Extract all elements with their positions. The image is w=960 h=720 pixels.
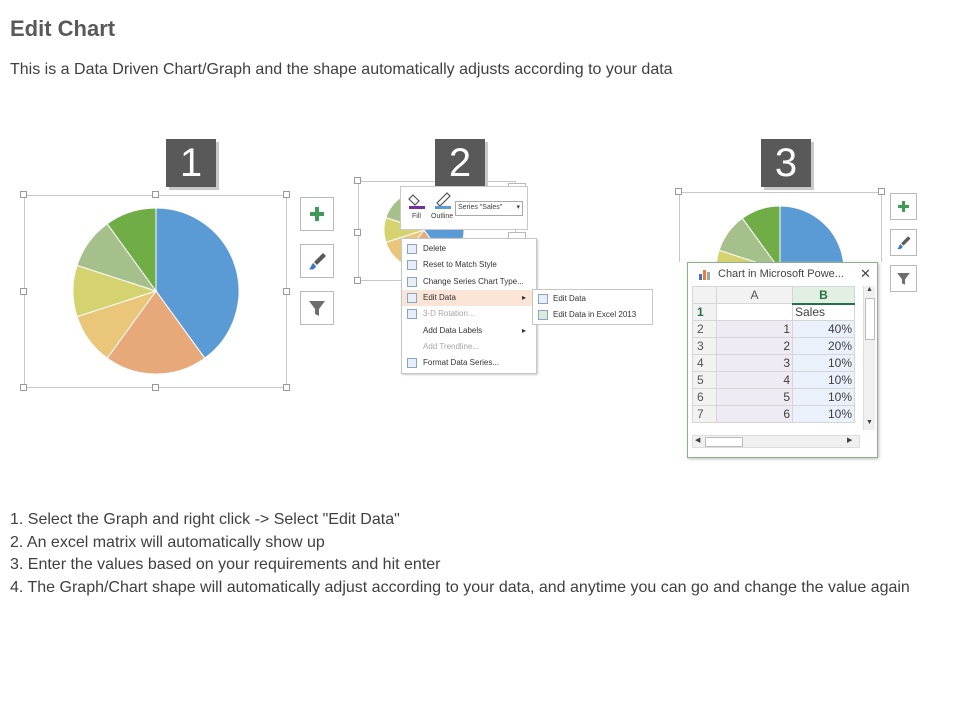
scroll-up-icon[interactable]: ▲ — [866, 286, 873, 293]
chart-type-icon — [407, 277, 417, 287]
excel-row — [693, 338, 855, 355]
mini-toolbar — [400, 186, 528, 230]
chevron-right-icon: ▸ — [521, 325, 526, 335]
horizontal-scrollbar[interactable] — [692, 435, 860, 448]
edit-data-icon — [407, 293, 417, 303]
excel-title-bar — [688, 263, 875, 285]
context-menu — [401, 238, 537, 374]
selection-handle[interactable] — [152, 191, 159, 198]
selection-handle[interactable] — [20, 384, 27, 391]
instruction-step-1: 1. Select the Graph and right click -> Select "Edit Data" — [10, 511, 400, 528]
scroll-thumb[interactable] — [705, 437, 743, 447]
row-header[interactable]: 3 — [693, 338, 717, 355]
cell-b[interactable]: 10% — [793, 389, 855, 406]
cell-a[interactable]: 5 — [717, 389, 793, 406]
instruction-step-4: 4. The Graph/Chart shape will automatically adjust according to your data, and anytime you can go and change the value again — [10, 578, 910, 596]
cell-b[interactable]: 10% — [793, 355, 855, 372]
scroll-down-icon[interactable]: ▼ — [866, 419, 873, 426]
cell-b[interactable]: 10% — [793, 406, 855, 423]
delete-icon — [407, 244, 417, 254]
step1-pie-chart[interactable] — [60, 200, 260, 380]
selection-handle[interactable] — [878, 188, 885, 195]
plus-icon — [301, 198, 333, 230]
format-icon — [407, 358, 417, 368]
edit-data-submenu — [532, 289, 653, 325]
menu-item[interactable] — [402, 274, 534, 290]
fill-icon[interactable] — [407, 191, 429, 209]
selection-handle[interactable] — [283, 288, 290, 295]
step-badge-3: 3 — [761, 139, 811, 187]
step-badge-1: 1 — [166, 139, 216, 187]
selection-handle[interactable] — [152, 384, 159, 391]
menu-item-label: Add Trendline... — [423, 341, 480, 351]
cell-a[interactable]: 4 — [717, 372, 793, 389]
outline-icon[interactable] — [433, 191, 455, 209]
menu-item[interactable] — [402, 241, 534, 257]
paintbrush-icon — [301, 245, 333, 277]
row-header[interactable]: 4 — [693, 355, 717, 372]
selection-handle[interactable] — [283, 384, 290, 391]
selection-handle[interactable] — [283, 191, 290, 198]
menu-item[interactable] — [402, 323, 534, 339]
excel-row — [693, 389, 855, 406]
select-all-corner[interactable] — [693, 287, 717, 304]
column-header-b[interactable]: B — [793, 287, 855, 304]
selection-handle[interactable] — [354, 277, 361, 284]
page-subtitle: This is a Data Driven Chart/Graph and the shape automatically adjusts according to your data — [10, 61, 673, 78]
excel-row — [693, 406, 855, 423]
scroll-thumb[interactable] — [865, 298, 875, 340]
vertical-scrollbar[interactable] — [863, 286, 875, 430]
chart-icon — [698, 268, 712, 280]
reset-style-icon — [407, 260, 417, 270]
column-header-row — [693, 287, 855, 304]
menu-item — [402, 339, 534, 355]
excel-row — [693, 372, 855, 389]
instruction-step-3: 3. Enter the values based on your requirements and hit enter — [10, 556, 441, 573]
chart-styles-button[interactable] — [890, 229, 917, 256]
filter-icon — [301, 292, 333, 324]
edit-data-icon — [538, 294, 548, 304]
instructions-list — [10, 509, 950, 599]
row-header[interactable]: 5 — [693, 372, 717, 389]
column-header-a[interactable]: A — [717, 287, 793, 304]
cell-b[interactable]: 20% — [793, 338, 855, 355]
menu-item-label: 3-D Rotation... — [423, 309, 475, 319]
cell-b[interactable]: 40% — [793, 321, 855, 338]
chart-filters-button[interactable] — [890, 265, 917, 292]
paintbrush-icon — [891, 230, 916, 255]
excel-row — [693, 355, 855, 372]
step-badge-2: 2 — [435, 139, 485, 187]
chart-styles-button[interactable] — [300, 244, 334, 278]
cell-a[interactable]: 6 — [717, 406, 793, 423]
rotation-icon — [407, 309, 417, 319]
cell-b[interactable]: Sales — [793, 304, 855, 321]
plus-icon — [891, 194, 916, 219]
chevron-right-icon: ▸ — [521, 292, 526, 302]
selection-handle[interactable] — [354, 177, 361, 184]
submenu-item[interactable] — [533, 291, 650, 307]
menu-item-label: Add Data Labels — [423, 325, 483, 335]
fill-label: Fill — [412, 213, 421, 220]
submenu-item[interactable] — [533, 307, 650, 323]
scroll-left-icon[interactable]: ◀ — [695, 437, 701, 444]
outline-label: Outline — [431, 213, 454, 220]
series-select-value: Series "Sales" — [458, 204, 503, 211]
excel-window-title: Chart in Microsoft Powe... — [718, 268, 844, 280]
menu-item-label: Format Data Series... — [423, 358, 500, 368]
row-header[interactable]: 2 — [693, 321, 717, 338]
series-select[interactable] — [455, 201, 523, 216]
close-icon[interactable]: ✕ — [860, 266, 871, 281]
cell-b[interactable]: 10% — [793, 372, 855, 389]
submenu-item-label: Edit Data — [553, 294, 586, 303]
selection-handle[interactable] — [20, 191, 27, 198]
row-header[interactable]: 1 — [693, 304, 717, 321]
excel-icon — [538, 310, 548, 320]
chart-elements-button[interactable] — [890, 193, 917, 220]
filter-icon — [891, 266, 916, 291]
excel-row — [693, 304, 855, 321]
menu-item-label: Reset to Match Style — [423, 260, 497, 270]
excel-data-window — [687, 262, 878, 458]
cell-a[interactable] — [717, 304, 793, 321]
selection-handle[interactable] — [20, 288, 27, 295]
row-header[interactable]: 6 — [693, 389, 717, 406]
selection-handle[interactable] — [354, 229, 361, 236]
chart-elements-button[interactable] — [300, 197, 334, 231]
excel-row — [693, 321, 855, 338]
menu-item[interactable] — [402, 355, 534, 371]
chevron-down-icon: ▾ — [516, 204, 520, 211]
excel-grid — [692, 286, 855, 423]
chart-filters-button[interactable] — [300, 291, 334, 325]
menu-item-label: Delete — [423, 244, 447, 253]
pie-slice[interactable] — [780, 206, 844, 268]
row-header[interactable]: 7 — [693, 406, 717, 423]
menu-item[interactable] — [402, 257, 534, 273]
menu-item[interactable] — [402, 290, 534, 306]
selection-handle[interactable] — [675, 188, 682, 195]
cell-a[interactable]: 1 — [717, 321, 793, 338]
step3-pie-chart[interactable] — [700, 198, 860, 268]
menu-item — [402, 306, 534, 322]
menu-item-label: Change Series Chart Type... — [423, 276, 524, 286]
scroll-right-icon[interactable]: ▶ — [847, 437, 853, 444]
cell-a[interactable]: 3 — [717, 355, 793, 372]
cell-a[interactable]: 2 — [717, 338, 793, 355]
menu-item-label: Edit Data — [423, 292, 456, 302]
instruction-step-2: 2. An excel matrix will automatically show up — [10, 533, 325, 551]
page-title: Edit Chart — [10, 16, 116, 41]
submenu-item-label: Edit Data in Excel 2013 — [553, 310, 637, 319]
